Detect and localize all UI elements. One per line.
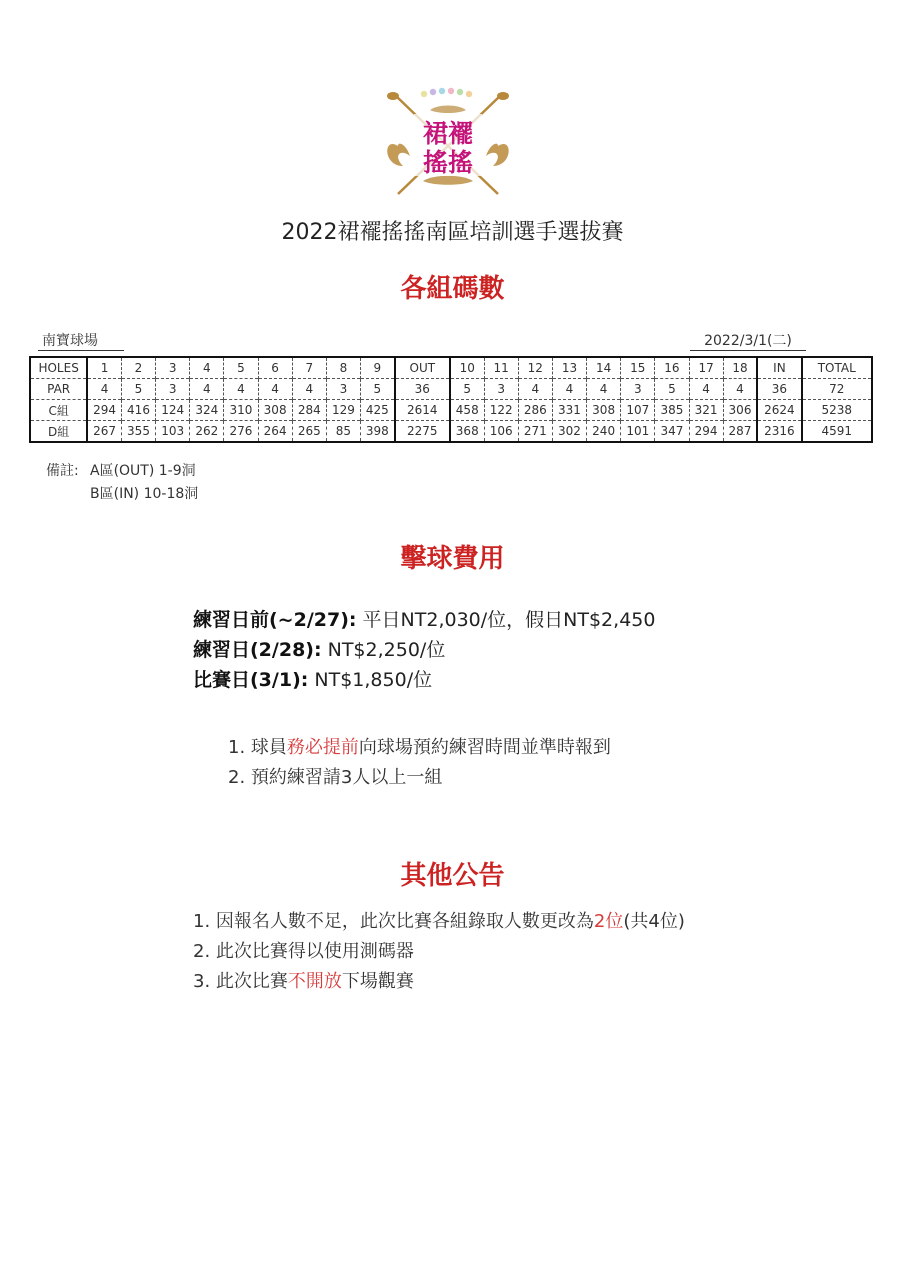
table-cell: 398 [361, 421, 395, 443]
table-cell: 6 [258, 357, 292, 379]
table-cell: 294 [87, 400, 121, 421]
remark-line-1: A區(OUT) 1-9洞 [90, 463, 196, 479]
table-cell: 18 [723, 357, 757, 379]
fee-value: 平日NT2,030/位，假日NT$2,450 [356, 609, 656, 631]
fee-item [193, 665, 655, 695]
notice-highlight: 不開放 [287, 971, 342, 992]
table-cell: 9 [361, 357, 395, 379]
table-cell: 331 [552, 400, 586, 421]
fee-label: 練習日前(~2/27): [193, 609, 357, 631]
table-cell: 16 [655, 357, 689, 379]
table-row [30, 421, 872, 443]
fee-label: 比賽日(3/1): [193, 669, 309, 691]
table-cell: 5 [450, 379, 484, 400]
fee-notes [228, 733, 611, 793]
table-cell: 3 [156, 379, 190, 400]
table-cell: 302 [552, 421, 586, 443]
table-cell: 271 [518, 421, 552, 443]
fee-item [193, 635, 655, 665]
table-cell: 4 [552, 379, 586, 400]
fee-value: NT$2,250/位 [321, 639, 446, 661]
table-cell: 458 [450, 400, 484, 421]
fees-list [193, 605, 655, 695]
table-cell: 36 [757, 379, 801, 400]
table-cell: 129 [326, 400, 360, 421]
table-cell: 310 [224, 400, 258, 421]
table-cell: 103 [156, 421, 190, 443]
table-cell: 124 [156, 400, 190, 421]
table-cell: 276 [224, 421, 258, 443]
yardage-heading: 各組碼數 [400, 274, 505, 304]
table-cell: 8 [326, 357, 360, 379]
table-cell: 4 [587, 379, 621, 400]
table-cell: 324 [190, 400, 224, 421]
table-cell: 294 [689, 421, 723, 443]
table-cell: 107 [621, 400, 655, 421]
table-cell: 4 [258, 379, 292, 400]
fee-note [228, 763, 611, 793]
table-cell: 306 [723, 400, 757, 421]
table-cell: 3 [621, 379, 655, 400]
course-name: 南寶球場 [38, 330, 124, 351]
table-cell: 347 [655, 421, 689, 443]
table-cell: 267 [87, 421, 121, 443]
table-cell: 3 [156, 357, 190, 379]
event-logo [378, 86, 518, 202]
table-cell: 416 [121, 400, 155, 421]
table-cell: 101 [621, 421, 655, 443]
fee-note [228, 733, 611, 763]
table-cell: 4 [723, 379, 757, 400]
note-highlight: 務必提前 [286, 737, 359, 758]
fee-item [193, 605, 655, 635]
table-cell: 14 [587, 357, 621, 379]
row-label-cell: D組 [30, 421, 87, 443]
scorecard-table [29, 356, 873, 443]
notices-list [193, 907, 685, 997]
note-text: 向球場預約練習時間並準時報到 [358, 737, 611, 758]
remark-label: 備註: [46, 463, 79, 479]
table-cell: 36 [395, 379, 450, 400]
table-cell: 4 [87, 379, 121, 400]
table-cell: 4591 [802, 421, 872, 443]
table-cell: 321 [689, 400, 723, 421]
remark-line-2: B區(IN) 10-18洞 [90, 486, 199, 502]
table-cell: 2316 [757, 421, 801, 443]
table-cell: 5 [224, 357, 258, 379]
table-row [30, 379, 872, 400]
fee-label: 練習日(2/28): [193, 639, 322, 661]
table-cell: 308 [587, 400, 621, 421]
table-cell: 11 [484, 357, 518, 379]
table-cell: 286 [518, 400, 552, 421]
table-cell: 2614 [395, 400, 450, 421]
table-header-row [30, 357, 872, 379]
row-label-cell: PAR [30, 379, 87, 400]
table-cell: 17 [689, 357, 723, 379]
table-cell: 7 [292, 357, 326, 379]
table-cell: 3 [484, 379, 518, 400]
table-cell: 264 [258, 421, 292, 443]
table-row [30, 400, 872, 421]
notice-item [193, 907, 685, 937]
remark [46, 460, 198, 506]
table-cell: 5 [361, 379, 395, 400]
table-cell: 5238 [802, 400, 872, 421]
table-cell: 4 [190, 357, 224, 379]
table-cell: 4 [689, 379, 723, 400]
table-cell: 122 [484, 400, 518, 421]
row-label-cell: HOLES [38, 361, 79, 375]
table-cell: 284 [292, 400, 326, 421]
notice-text: 2. 此次比賽得以使用測碼器 [193, 941, 414, 962]
table-cell: 265 [292, 421, 326, 443]
table-cell: 10 [450, 357, 484, 379]
event-date: 2022/3/1(二) [690, 330, 806, 351]
table-cell: 5 [655, 379, 689, 400]
table-cell: 355 [121, 421, 155, 443]
notice-text: 1. 因報名人數不足，此次比賽各組錄取人數更改為 [193, 911, 594, 932]
notice-item [193, 937, 685, 967]
table-cell: 4 [224, 379, 258, 400]
notice-item [193, 967, 685, 997]
table-cell: TOTAL [802, 357, 872, 379]
notice-text: 下場觀賽 [341, 971, 414, 992]
table-cell: 425 [361, 400, 395, 421]
fees-heading: 擊球費用 [400, 544, 505, 574]
table-cell: 13 [552, 357, 586, 379]
table-cell: IN [757, 357, 801, 379]
logo-text-top: 裙襬 [422, 119, 474, 148]
table-cell: 287 [723, 421, 757, 443]
table-cell: OUT [395, 357, 450, 379]
logo-text-bottom: 搖搖 [422, 148, 474, 177]
table-cell: 368 [450, 421, 484, 443]
table-cell: 85 [326, 421, 360, 443]
table-cell: 2624 [757, 400, 801, 421]
notice-text: (共4位) [623, 911, 685, 932]
notices-heading: 其他公告 [400, 861, 505, 891]
notice-highlight: 2位 [593, 911, 624, 932]
table-cell: 1 [87, 357, 121, 379]
table-cell: 2275 [395, 421, 450, 443]
table-cell: 72 [802, 379, 872, 400]
table-cell: 3 [326, 379, 360, 400]
note-text: 2. 預約練習請3人以上一組 [228, 767, 443, 788]
notice-text: 3. 此次比賽 [193, 971, 288, 992]
table-cell: 385 [655, 400, 689, 421]
table-cell: 240 [587, 421, 621, 443]
page-title: 2022裙襬搖搖南區培訓選手選拔賽 [281, 220, 624, 245]
table-cell: 15 [621, 357, 655, 379]
table-cell: 5 [121, 379, 155, 400]
table-cell: 4 [190, 379, 224, 400]
table-cell: 308 [258, 400, 292, 421]
table-cell: 106 [484, 421, 518, 443]
table-cell: 4 [518, 379, 552, 400]
table-cell: 262 [190, 421, 224, 443]
note-text: 1. 球員 [228, 737, 287, 758]
table-cell: 12 [518, 357, 552, 379]
fee-value: NT$1,850/位 [308, 669, 433, 691]
row-label-cell: C組 [30, 400, 87, 421]
table-cell: 4 [292, 379, 326, 400]
table-cell: 2 [121, 357, 155, 379]
